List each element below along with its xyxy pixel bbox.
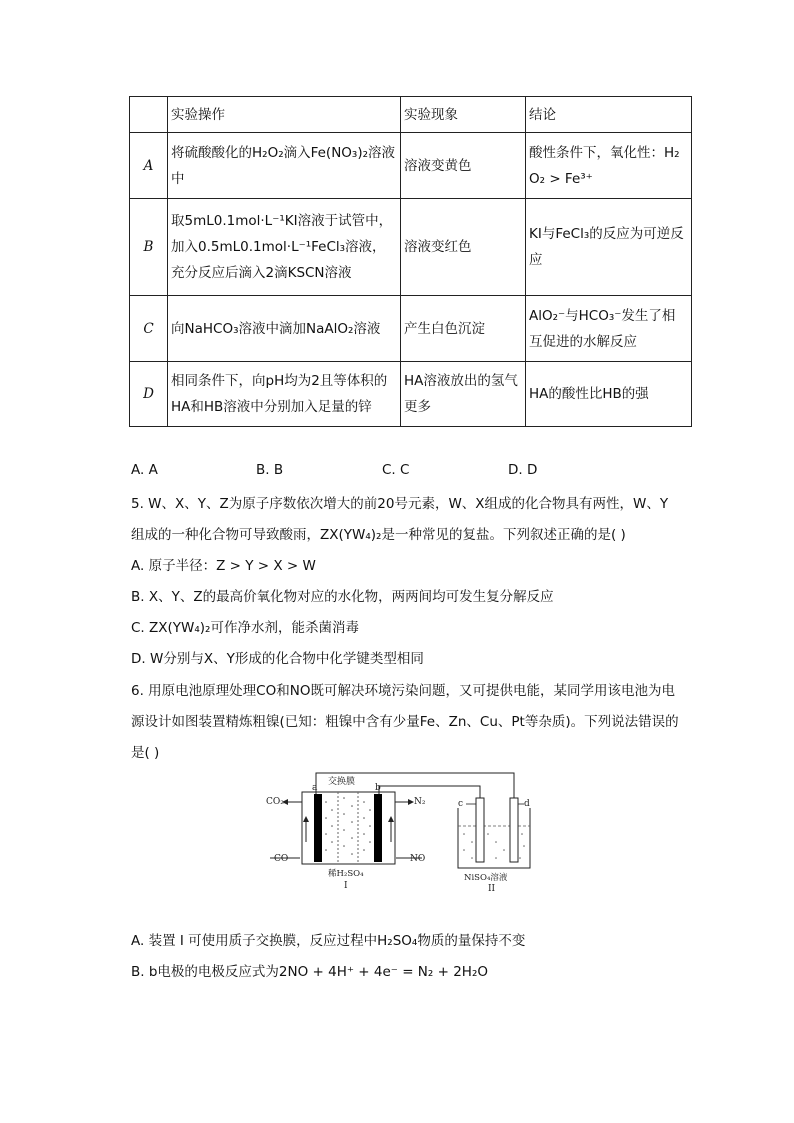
cell-ii-beaker	[458, 808, 530, 868]
q6-stem-line-1: 6. 用原电池原理处理CO和NO既可解决环境污染问题，又可提供电能，某同学用该电池为电	[131, 683, 675, 699]
row-operation: 将硫酸酸化的H₂O₂滴入Fe(NO₃)₂溶液中	[168, 133, 401, 199]
q4-options	[131, 462, 691, 484]
q5-option-a[interactable]: A. 原子半径：Z > Y > X > W	[131, 558, 316, 574]
header-blank	[130, 97, 168, 133]
electrode-a-label: a	[312, 783, 318, 793]
electrode-d	[510, 798, 518, 862]
row-operation: 向NaHCO₃溶液中滴加NaAlO₂溶液	[168, 296, 401, 362]
row-label: C	[130, 296, 168, 362]
q6-option-a[interactable]: A. 装置 I 可使用质子交换膜，反应过程中H₂SO₄物质的量保持不变	[131, 933, 526, 949]
membrane-label: 交换膜	[328, 777, 356, 787]
row-operation: 取5mL0.1mol·L⁻¹KI溶液于试管中，加入0.5mL0.1mol·L⁻¹FeCl₃溶液，充分反应后滴入2滴KSCN溶液	[168, 199, 401, 296]
header-operation: 实验操作	[168, 97, 401, 133]
q5-option-c[interactable]: C. ZX(YW₄)₂可作净水剂，能杀菌消毒	[131, 620, 359, 636]
q5-stem-line-2: 组成的一种化合物可导致酸雨，ZX(YW₄)₂是一种常见的复盐。下列叙述正确的是( )	[131, 527, 626, 543]
acid-label: 稀H₂SO₄	[328, 869, 364, 879]
electrolyte-dots	[325, 797, 371, 855]
device-ii-label: II	[488, 884, 496, 892]
electrode-c-label: c	[458, 799, 464, 809]
electrode-b	[374, 794, 382, 862]
row-conclusion: HA的酸性比HB的强	[526, 362, 692, 427]
no-label: NO	[410, 854, 426, 864]
q5-option-b[interactable]: B. X、Y、Z的最高价氧化物对应的水化物，两两间均可发生复分解反应	[131, 589, 554, 605]
q6-stem-line-2: 源设计如图装置精炼粗镍(已知：粗镍中含有少量Fe、Zn、Cu、Pt等杂质)。下列说法错误的	[131, 714, 679, 730]
row-conclusion: AlO₂⁻与HCO₃⁻发生了相互促进的水解反应	[526, 296, 692, 362]
q4-option-a[interactable]: A. A	[131, 462, 158, 478]
arrow-head	[303, 816, 309, 822]
experiment-table	[129, 96, 692, 427]
row-label: A	[130, 133, 168, 199]
q4-option-d[interactable]: D. D	[508, 462, 538, 478]
row-label: B	[130, 199, 168, 296]
q5-option-d[interactable]: D. W分别与X、Y形成的化合物中化学键类型相同	[131, 651, 424, 667]
q6-stem-line-3: 是( )	[131, 745, 160, 761]
row-conclusion: 酸性条件下，氧化性：H₂O₂ > Fe³⁺	[526, 133, 692, 199]
table-row	[130, 133, 692, 199]
row-conclusion: KI与FeCl₃的反应为可逆反应	[526, 199, 692, 296]
header-conclusion: 结论	[526, 97, 692, 133]
q4-option-c[interactable]: C. C	[382, 462, 410, 478]
solution-label: NiSO₄溶液	[464, 873, 508, 883]
wire	[379, 786, 480, 808]
device-i-label: I	[344, 881, 348, 891]
header-phenomenon: 实验现象	[401, 97, 526, 133]
electrode-d-label: d	[524, 799, 530, 809]
electrode-a	[314, 794, 322, 862]
table-header-row	[130, 97, 692, 133]
row-phenomenon: HA溶液放出的氢气更多	[401, 362, 526, 427]
electrode-c	[476, 798, 484, 862]
row-phenomenon: 溶液变红色	[401, 199, 526, 296]
co2-label: CO₂	[266, 797, 284, 807]
q5-stem-line-1: 5. W、X、Y、Z为原子序数依次增大的前20号元素，W、X组成的化合物具有两性，W、Y	[131, 496, 669, 512]
row-label: D	[130, 362, 168, 427]
q4-option-b[interactable]: B. B	[256, 462, 284, 478]
co-label: CO	[274, 854, 289, 864]
arrow-head	[388, 816, 394, 822]
n2-label: N₂	[414, 797, 426, 807]
apparatus-svg	[262, 768, 544, 892]
electrode-b-label: b	[375, 783, 381, 793]
table-row	[130, 199, 692, 296]
table-row	[130, 296, 692, 362]
table-row	[130, 362, 692, 427]
electrochemical-apparatus-figure	[262, 768, 544, 892]
row-phenomenon: 产生白色沉淀	[401, 296, 526, 362]
row-operation: 相同条件下，向pH均为2且等体积的HA和HB溶液中分别加入足量的锌	[168, 362, 401, 427]
q6-option-b[interactable]: B. b电极的电极反应式为2NO + 4H⁺ + 4e⁻ = N₂ + 2H₂O	[131, 964, 488, 980]
row-phenomenon: 溶液变黄色	[401, 133, 526, 199]
